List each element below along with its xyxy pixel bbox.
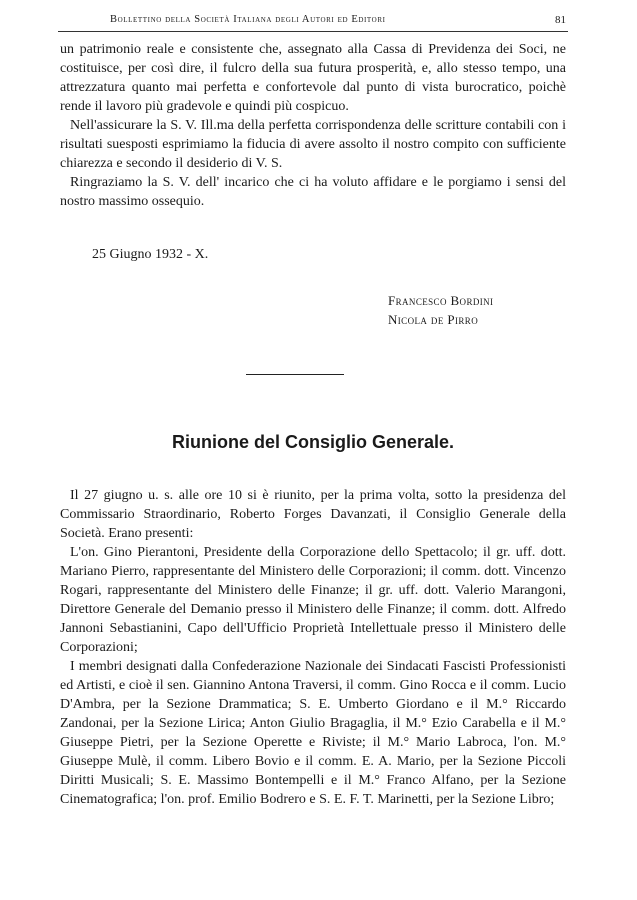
section-paragraph: Il 27 giugno u. s. alle ore 10 si è riunito, per la prima volta, sotto la presidenza del Commissario Straordinario, Roberto Forges Davanzati, il Consiglio Generale della Società. Erano presenti: [60,488,566,541]
letter-paragraph: un patrimonio reale e consistente che, assegnato alla Cassa di Previdenza dei Soci, ne costituisce, per così dire, il fulcro della sua futura prosperità, e, allo stesso tempo, una attrezzatura quanto mai perfetta e confortevole dal punto di vista burocratico, poichè rende il lavoro più gradevole e quindi più cospicuo. [60,42,566,114]
section-paragraph: L'on. Gino Pierantoni, Presidente della Corporazione dello Spettacolo; il gr. uff. dott. Mariano Pierro, rappresentante del Ministero delle Corporazioni; il comm. dott. Vincenzo Rogari, rappresentante del Ministero delle Finanze; il gr. uff. dott. Valerio Marangoni, Direttore Generale del Demanio presso il Ministero delle Finanze; il comm. dott. Alfredo Jannoni Sebastianini, Capo dell'Ufficio Proprietà Intellettuale presso il Ministero delle Corporazioni; [60,545,566,655]
running-header [60,14,566,30]
letter-body [60,40,566,211]
letter-paragraph: Ringraziamo la S. V. dell' incarico che ci ha voluto affidare e le porgiamo i sensi del nostro massimo ossequio. [60,175,566,209]
signatory: Nicola de Pirro [388,312,479,327]
signatory: Francesco Bordini [388,293,494,308]
section-divider [246,374,344,375]
section-title: Riunione del Consiglio Generale. [171,432,455,452]
section-body [60,486,566,809]
letter-paragraph: Nell'assicurare la S. V. Ill.ma della perfetta corrispondenza delle scritture contabili con i risultati suesposti esprimiamo la fiducia di avere assolto il nostro compito con sufficiente chiarezza e secondo il desiderio di V. S. [60,118,566,171]
header-rule [58,31,568,32]
letter-date: 25 Giugno 1932 - X. [92,247,209,262]
journal-title: Bollettino della Società Italiana degli Autori ed Editori [110,14,386,25]
page-number: 81 [555,14,566,26]
section-paragraph: I membri designati dalla Confederazione Nazionale dei Sindacati Fascisti Professionisti ed Artisti, e cioè il sen. Giannino Antona Traversi, il comm. Gino Rocca e il comm. Lucio D'Ambra, per la Sezione Drammatica; S. E. Umberto Giordano e il M.° Riccardo Zandonai, per la Sezione Lirica; Anton Giulio Bragaglia, il M.° Ezio Carabella e il M.° Giuseppe Pietri, per la Sezione Operette e Riviste; il M.° Mario Labroca, l'on. M.° Giuseppe Mulè, il comm. Libero Bovio e il comm. E. A. Mario, per la Sezione Piccoli Diritti Musicali; S. E. Massimo Bontempelli e il M.° Franco Alfano, per la Sezione Cinematografica; l'on. prof. Emilio Bodrero e S. E. F. T. Marinetti, per la Sezione Libro; [60,659,566,807]
